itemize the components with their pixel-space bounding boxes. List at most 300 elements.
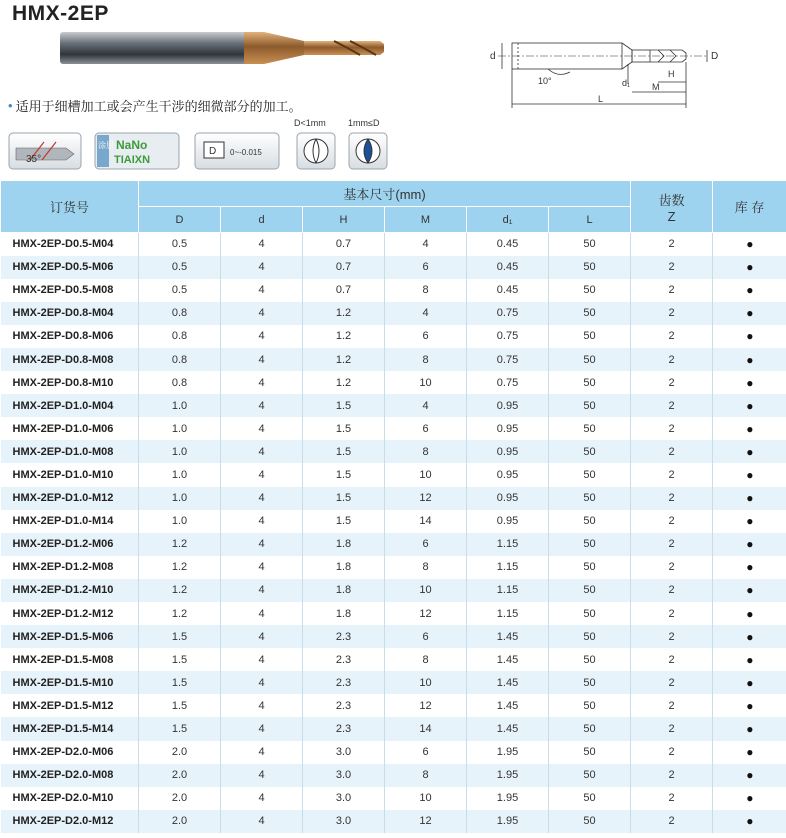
cell-m: 6 — [385, 533, 467, 556]
cell-d1: 0.75 — [467, 302, 549, 325]
cell-d: 4 — [221, 694, 303, 717]
cell-z: 2 — [631, 463, 713, 486]
cell-model: HMX-2EP-D1.5-M10 — [1, 671, 139, 694]
cell-stock: ● — [713, 371, 786, 394]
cell-d: 2.0 — [139, 787, 221, 810]
cell-d1: 0.75 — [467, 325, 549, 348]
cell-model: HMX-2EP-D0.5-M06 — [1, 256, 139, 279]
cell-d: 1.0 — [139, 394, 221, 417]
cell-d1: 1.45 — [467, 717, 549, 740]
cell-d: 4 — [221, 256, 303, 279]
cell-l: 50 — [549, 787, 631, 810]
cell-m: 8 — [385, 764, 467, 787]
cell-stock: ● — [713, 717, 786, 740]
cell-model: HMX-2EP-D1.2-M12 — [1, 602, 139, 625]
flute-large-label: 1mm≤D — [348, 118, 380, 128]
drawing-label-m: M — [652, 82, 660, 92]
cell-d1: 0.95 — [467, 417, 549, 440]
cell-d1: 1.95 — [467, 764, 549, 787]
cell-stock: ● — [713, 602, 786, 625]
cell-l: 50 — [549, 487, 631, 510]
subheader-D: D — [139, 207, 221, 233]
cell-z: 2 — [631, 487, 713, 510]
cell-m: 6 — [385, 325, 467, 348]
cell-z: 2 — [631, 302, 713, 325]
cell-z: 2 — [631, 371, 713, 394]
table-row — [1, 787, 786, 810]
cell-l: 50 — [549, 625, 631, 648]
cell-model: HMX-2EP-D1.0-M04 — [1, 394, 139, 417]
cell-d: 4 — [221, 371, 303, 394]
cell-d: 1.0 — [139, 440, 221, 463]
cell-stock: ● — [713, 279, 786, 302]
cell-m: 12 — [385, 810, 467, 833]
cell-d: 4 — [221, 741, 303, 764]
cell-d: 2.0 — [139, 810, 221, 833]
cell-d: 1.5 — [139, 694, 221, 717]
cell-z: 2 — [631, 533, 713, 556]
header-basic-dims: 基本尺寸(mm) — [139, 181, 631, 207]
cell-d: 0.8 — [139, 371, 221, 394]
cell-m: 6 — [385, 256, 467, 279]
table-row — [1, 625, 786, 648]
cell-d: 4 — [221, 510, 303, 533]
cell-model: HMX-2EP-D1.0-M12 — [1, 487, 139, 510]
cell-h: 0.7 — [303, 256, 385, 279]
cell-model: HMX-2EP-D0.5-M08 — [1, 279, 139, 302]
cell-m: 10 — [385, 671, 467, 694]
usage-note-text: 适用于细槽加工或会产生干涉的细微部分的加工。 — [15, 99, 302, 114]
page-title: HMX-2EP — [12, 2, 109, 25]
cell-h: 2.3 — [303, 648, 385, 671]
cell-stock: ● — [713, 348, 786, 371]
cell-h: 2.3 — [303, 625, 385, 648]
cell-m: 8 — [385, 279, 467, 302]
cell-d1: 0.75 — [467, 371, 549, 394]
cell-h: 3.0 — [303, 764, 385, 787]
table-row — [1, 256, 786, 279]
cell-l: 50 — [549, 602, 631, 625]
table-row — [1, 671, 786, 694]
header-flutes-line1: 齿数 — [658, 192, 685, 208]
cell-d: 4 — [221, 279, 303, 302]
cell-model: HMX-2EP-D1.2-M10 — [1, 579, 139, 602]
cell-stock: ● — [713, 233, 786, 256]
cell-m: 4 — [385, 302, 467, 325]
helix-angle-label: 35° — [26, 154, 42, 165]
cell-m: 8 — [385, 440, 467, 463]
subheader-L: L — [549, 207, 631, 233]
cell-d: 1.0 — [139, 463, 221, 486]
table-row — [1, 279, 786, 302]
cell-d: 4 — [221, 556, 303, 579]
cell-d: 0.5 — [139, 279, 221, 302]
subheader-d: d — [221, 207, 303, 233]
cell-d: 0.8 — [139, 325, 221, 348]
table-row — [1, 348, 786, 371]
table-row — [1, 233, 786, 256]
cell-d1: 0.75 — [467, 348, 549, 371]
cell-stock: ● — [713, 487, 786, 510]
cell-h: 1.5 — [303, 463, 385, 486]
table-row — [1, 533, 786, 556]
cell-model: HMX-2EP-D1.2-M06 — [1, 533, 139, 556]
cell-stock: ● — [713, 694, 786, 717]
cell-d: 4 — [221, 602, 303, 625]
cell-l: 50 — [549, 440, 631, 463]
cell-h: 3.0 — [303, 810, 385, 833]
spec-table-body — [1, 233, 786, 833]
cell-d: 4 — [221, 233, 303, 256]
cell-stock: ● — [713, 256, 786, 279]
cell-l: 50 — [549, 510, 631, 533]
cell-z: 2 — [631, 256, 713, 279]
cell-h: 1.2 — [303, 325, 385, 348]
cell-d: 1.2 — [139, 602, 221, 625]
coating-line1: NaNo — [116, 138, 148, 152]
cell-l: 50 — [549, 256, 631, 279]
cell-d1: 1.15 — [467, 533, 549, 556]
coating-line2: TIAIXN — [114, 154, 151, 166]
cell-z: 2 — [631, 325, 713, 348]
cell-l: 50 — [549, 233, 631, 256]
cell-d1: 1.45 — [467, 648, 549, 671]
coating-label: 涂层 — [98, 141, 114, 150]
drawing-label-angle: 10° — [538, 76, 552, 86]
cell-l: 50 — [549, 717, 631, 740]
cell-d1: 1.45 — [467, 694, 549, 717]
table-row — [1, 325, 786, 348]
cell-stock: ● — [713, 533, 786, 556]
cell-d1: 0.45 — [467, 256, 549, 279]
cell-d1: 0.45 — [467, 279, 549, 302]
cell-d1: 0.95 — [467, 440, 549, 463]
cell-d: 4 — [221, 625, 303, 648]
cell-stock: ● — [713, 325, 786, 348]
cell-stock: ● — [713, 787, 786, 810]
cell-d1: 0.45 — [467, 233, 549, 256]
cell-l: 50 — [549, 279, 631, 302]
cell-d1: 0.95 — [467, 394, 549, 417]
cell-model: HMX-2EP-D0.8-M10 — [1, 371, 139, 394]
cell-m: 12 — [385, 602, 467, 625]
cell-model: HMX-2EP-D1.5-M14 — [1, 717, 139, 740]
table-row — [1, 487, 786, 510]
header-flutes-line2: Z — [667, 208, 676, 224]
cell-l: 50 — [549, 463, 631, 486]
cell-z: 2 — [631, 602, 713, 625]
cell-h: 0.7 — [303, 233, 385, 256]
cell-z: 2 — [631, 764, 713, 787]
cell-model: HMX-2EP-D2.0-M06 — [1, 741, 139, 764]
cell-h: 1.5 — [303, 487, 385, 510]
cell-d: 4 — [221, 579, 303, 602]
cell-d1: 1.15 — [467, 602, 549, 625]
cell-z: 2 — [631, 648, 713, 671]
cell-d1: 0.95 — [467, 463, 549, 486]
cell-m: 6 — [385, 625, 467, 648]
cell-m: 10 — [385, 579, 467, 602]
feature-badges — [8, 118, 388, 172]
cell-l: 50 — [549, 579, 631, 602]
cell-z: 2 — [631, 417, 713, 440]
cell-z: 2 — [631, 510, 713, 533]
drawing-label-big-d: D — [711, 51, 719, 62]
cell-stock: ● — [713, 394, 786, 417]
cell-model: HMX-2EP-D2.0-M08 — [1, 764, 139, 787]
cell-d: 4 — [221, 302, 303, 325]
cell-model: HMX-2EP-D1.5-M12 — [1, 694, 139, 717]
table-row — [1, 810, 786, 833]
cell-l: 50 — [549, 325, 631, 348]
cell-m: 8 — [385, 648, 467, 671]
cell-d: 4 — [221, 533, 303, 556]
cell-d1: 0.95 — [467, 487, 549, 510]
cell-l: 50 — [549, 810, 631, 833]
table-row — [1, 602, 786, 625]
cell-h: 1.8 — [303, 533, 385, 556]
cell-h: 3.0 — [303, 787, 385, 810]
cell-z: 2 — [631, 810, 713, 833]
table-row — [1, 463, 786, 486]
cell-d: 1.2 — [139, 579, 221, 602]
table-row — [1, 579, 786, 602]
cell-d: 0.8 — [139, 302, 221, 325]
cell-d: 4 — [221, 648, 303, 671]
cell-d: 4 — [221, 810, 303, 833]
cell-z: 2 — [631, 625, 713, 648]
cell-d1: 1.15 — [467, 579, 549, 602]
cell-m: 6 — [385, 741, 467, 764]
cell-d: 1.5 — [139, 625, 221, 648]
cell-h: 1.8 — [303, 556, 385, 579]
cell-h: 1.8 — [303, 579, 385, 602]
header-order-number: 订货号 — [1, 181, 139, 233]
cell-l: 50 — [549, 348, 631, 371]
cell-model: HMX-2EP-D2.0-M10 — [1, 787, 139, 810]
cell-d: 4 — [221, 671, 303, 694]
cell-l: 50 — [549, 417, 631, 440]
cell-z: 2 — [631, 694, 713, 717]
cell-stock: ● — [713, 625, 786, 648]
cell-z: 2 — [631, 579, 713, 602]
cell-l: 50 — [549, 302, 631, 325]
cell-stock: ● — [713, 671, 786, 694]
cell-model: HMX-2EP-D0.8-M06 — [1, 325, 139, 348]
cell-z: 2 — [631, 717, 713, 740]
cell-d: 4 — [221, 394, 303, 417]
table-row — [1, 764, 786, 787]
cell-d: 4 — [221, 325, 303, 348]
cell-d1: 0.95 — [467, 510, 549, 533]
cell-d: 4 — [221, 440, 303, 463]
table-row — [1, 440, 786, 463]
cell-stock: ● — [713, 741, 786, 764]
cell-z: 2 — [631, 741, 713, 764]
tolerance-symbol: D — [209, 146, 217, 157]
cell-d1: 1.95 — [467, 741, 549, 764]
cell-d: 1.2 — [139, 556, 221, 579]
cell-d: 4 — [221, 717, 303, 740]
cell-h: 1.5 — [303, 510, 385, 533]
cell-h: 0.7 — [303, 279, 385, 302]
cell-l: 50 — [549, 556, 631, 579]
cell-d1: 1.45 — [467, 671, 549, 694]
flute-small-label: D<1mm — [294, 118, 326, 128]
drawing-label-d: d — [490, 51, 496, 62]
cell-d1: 1.95 — [467, 787, 549, 810]
cell-l: 50 — [549, 648, 631, 671]
drawing-label-h: H — [668, 69, 675, 79]
tolerance-icon — [194, 132, 280, 170]
cell-d: 1.5 — [139, 717, 221, 740]
cell-model: HMX-2EP-D1.5-M08 — [1, 648, 139, 671]
cell-h: 2.3 — [303, 694, 385, 717]
cell-model: HMX-2EP-D0.5-M04 — [1, 233, 139, 256]
table-row — [1, 510, 786, 533]
cell-model: HMX-2EP-D1.0-M08 — [1, 440, 139, 463]
end-mill-photo — [58, 30, 388, 66]
cell-m: 12 — [385, 694, 467, 717]
cell-d: 1.0 — [139, 417, 221, 440]
subheader-M: M — [385, 207, 467, 233]
cell-l: 50 — [549, 741, 631, 764]
cell-d: 0.5 — [139, 256, 221, 279]
table-row — [1, 371, 786, 394]
cell-d: 2.0 — [139, 741, 221, 764]
cell-z: 2 — [631, 348, 713, 371]
dimension-drawing — [478, 20, 730, 110]
cell-h: 1.5 — [303, 440, 385, 463]
tolerance-value: 0~-0.015 — [230, 148, 262, 157]
cell-h: 1.5 — [303, 417, 385, 440]
table-row — [1, 741, 786, 764]
cell-h: 1.2 — [303, 348, 385, 371]
subheader-H: H — [303, 207, 385, 233]
cell-h: 1.5 — [303, 394, 385, 417]
cell-d: 4 — [221, 764, 303, 787]
cell-d: 1.2 — [139, 533, 221, 556]
cell-stock: ● — [713, 440, 786, 463]
cell-z: 2 — [631, 556, 713, 579]
cell-d: 4 — [221, 417, 303, 440]
cell-d: 4 — [221, 787, 303, 810]
cell-stock: ● — [713, 556, 786, 579]
header-flutes — [631, 181, 713, 233]
cell-h: 2.3 — [303, 717, 385, 740]
cell-model: HMX-2EP-D1.0-M14 — [1, 510, 139, 533]
cell-stock: ● — [713, 579, 786, 602]
cell-h: 1.2 — [303, 302, 385, 325]
cell-l: 50 — [549, 371, 631, 394]
cell-model: HMX-2EP-D0.8-M08 — [1, 348, 139, 371]
cell-d1: 1.15 — [467, 556, 549, 579]
cell-d: 0.8 — [139, 348, 221, 371]
cell-m: 6 — [385, 417, 467, 440]
cell-m: 8 — [385, 556, 467, 579]
cell-m: 12 — [385, 487, 467, 510]
table-row — [1, 648, 786, 671]
table-row — [1, 394, 786, 417]
cell-l: 50 — [549, 533, 631, 556]
cell-m: 10 — [385, 787, 467, 810]
cell-d: 1.0 — [139, 510, 221, 533]
cell-model: HMX-2EP-D2.0-M12 — [1, 810, 139, 833]
table-row — [1, 717, 786, 740]
cell-d: 1.5 — [139, 671, 221, 694]
subheader-d1: d₁ — [467, 207, 549, 233]
cell-m: 10 — [385, 463, 467, 486]
table-row — [1, 694, 786, 717]
cell-stock: ● — [713, 417, 786, 440]
cell-stock: ● — [713, 510, 786, 533]
cell-stock: ● — [713, 810, 786, 833]
cell-z: 2 — [631, 394, 713, 417]
cell-m: 4 — [385, 233, 467, 256]
usage-note — [8, 96, 302, 115]
cell-stock: ● — [713, 764, 786, 787]
cell-l: 50 — [549, 694, 631, 717]
helix-angle-icon — [8, 132, 82, 170]
cell-model: HMX-2EP-D1.0-M06 — [1, 417, 139, 440]
table-row — [1, 417, 786, 440]
cell-d: 4 — [221, 487, 303, 510]
cell-d: 1.5 — [139, 648, 221, 671]
cell-z: 2 — [631, 233, 713, 256]
cell-model: HMX-2EP-D1.5-M06 — [1, 625, 139, 648]
cell-z: 2 — [631, 787, 713, 810]
drawing-label-d1: d₁ — [622, 78, 631, 88]
cell-model: HMX-2EP-D1.2-M08 — [1, 556, 139, 579]
cell-z: 2 — [631, 279, 713, 302]
cell-m: 10 — [385, 371, 467, 394]
cell-stock: ● — [713, 302, 786, 325]
drawing-label-l: L — [598, 94, 604, 104]
flute-large-icon — [348, 132, 388, 170]
cell-z: 2 — [631, 671, 713, 694]
cell-d1: 1.95 — [467, 810, 549, 833]
cell-l: 50 — [549, 764, 631, 787]
cell-m: 4 — [385, 394, 467, 417]
cell-h: 3.0 — [303, 741, 385, 764]
cell-d: 4 — [221, 348, 303, 371]
cell-model: HMX-2EP-D0.8-M04 — [1, 302, 139, 325]
cell-l: 50 — [549, 671, 631, 694]
cell-z: 2 — [631, 440, 713, 463]
cell-model: HMX-2EP-D1.0-M10 — [1, 463, 139, 486]
cell-h: 1.2 — [303, 371, 385, 394]
cell-d: 4 — [221, 463, 303, 486]
cell-m: 8 — [385, 348, 467, 371]
bullet-icon: • — [8, 98, 13, 113]
spec-table — [0, 180, 786, 833]
flute-small-icon — [296, 132, 336, 170]
cell-h: 2.3 — [303, 671, 385, 694]
coating-icon — [94, 132, 180, 170]
cell-h: 1.8 — [303, 602, 385, 625]
cell-stock: ● — [713, 463, 786, 486]
cell-d1: 1.45 — [467, 625, 549, 648]
cell-d: 0.5 — [139, 233, 221, 256]
header-stock: 库 存 — [713, 181, 786, 233]
cell-d: 1.0 — [139, 487, 221, 510]
cell-l: 50 — [549, 394, 631, 417]
cell-m: 14 — [385, 717, 467, 740]
table-row — [1, 556, 786, 579]
cell-d: 2.0 — [139, 764, 221, 787]
table-row — [1, 302, 786, 325]
cell-stock: ● — [713, 648, 786, 671]
